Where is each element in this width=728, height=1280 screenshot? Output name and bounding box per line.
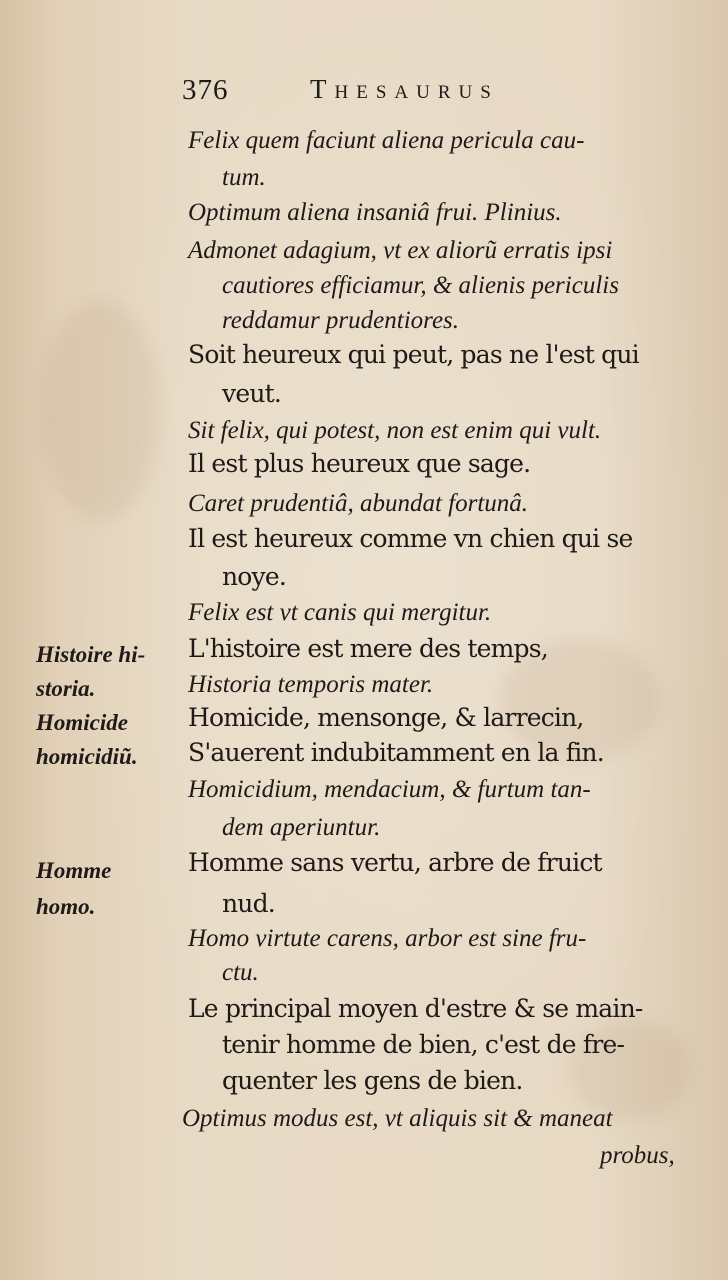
text-line: Optimum aliena insaniâ frui. Plinius.: [188, 199, 562, 226]
page-header: [182, 74, 622, 108]
margin-note-storia: storia.: [36, 676, 96, 701]
margin-note-homme: Homme: [36, 858, 112, 883]
text-line: reddamur prudentiores.: [222, 307, 460, 334]
text-line: Le principal moyen d'estre & se main-: [188, 994, 643, 1023]
text-line: nud.: [222, 889, 275, 918]
text-line: L'histoire est mere des temps,: [188, 634, 548, 663]
margin-note-homicidium: homicidiũ.: [36, 744, 138, 769]
text-line: Optimus modus est, vt aliquis sit & maneat: [182, 1105, 613, 1132]
text-line: Homme sans vertu, arbre de fruict: [188, 848, 602, 877]
text-line: quenter les gens de bien.: [222, 1066, 523, 1095]
text-line: veut.: [222, 379, 282, 408]
text-line: Historia temporis mater.: [188, 671, 434, 698]
text-line: tum.: [222, 164, 266, 191]
page-number: 376: [182, 74, 229, 106]
text-line: Il est heureux comme vn chien qui se: [188, 524, 633, 553]
text-line: Homicide, mensonge, & larrecin,: [188, 703, 584, 732]
text-line: S'auerent indubitamment en la fin.: [188, 738, 604, 767]
text-line: dem aperiuntur.: [222, 814, 381, 841]
text-line: Felix quem faciunt aliena pericula cau-: [188, 127, 585, 154]
text-line: Admonet adagium, vt ex aliorũ erratis ipsi: [188, 237, 613, 264]
text-line: Il est plus heureux que sage.: [188, 449, 531, 478]
margin-note-homicide: Homicide: [36, 710, 128, 735]
running-head: Thesaurus: [310, 74, 499, 104]
text-line: Homo virtute carens, arbor est sine fru-: [188, 925, 587, 952]
margin-note-histoire: Histoire hi-: [36, 642, 146, 667]
text-line: Soit heureux qui peut, pas ne l'est qui: [188, 340, 639, 369]
text-line: Caret prudentiâ, abundat fortunâ.: [188, 490, 529, 517]
paper-stain: [40, 300, 160, 520]
text-line: ctu.: [222, 959, 259, 986]
text-line: tenir homme de bien, c'est de fre-: [222, 1030, 625, 1059]
text-line: Sit felix, qui potest, non est enim qui vult.: [188, 417, 602, 444]
text-line: Homicidium, mendacium, & furtum tan-: [188, 776, 591, 803]
catch-word: probus,: [600, 1142, 675, 1169]
margin-note-homo: homo.: [36, 894, 96, 919]
text-line: Felix est vt canis qui mergitur.: [188, 599, 492, 626]
text-line: noye.: [222, 562, 287, 591]
text-line: cautiores efficiamur, & alienis periculis: [222, 272, 619, 299]
